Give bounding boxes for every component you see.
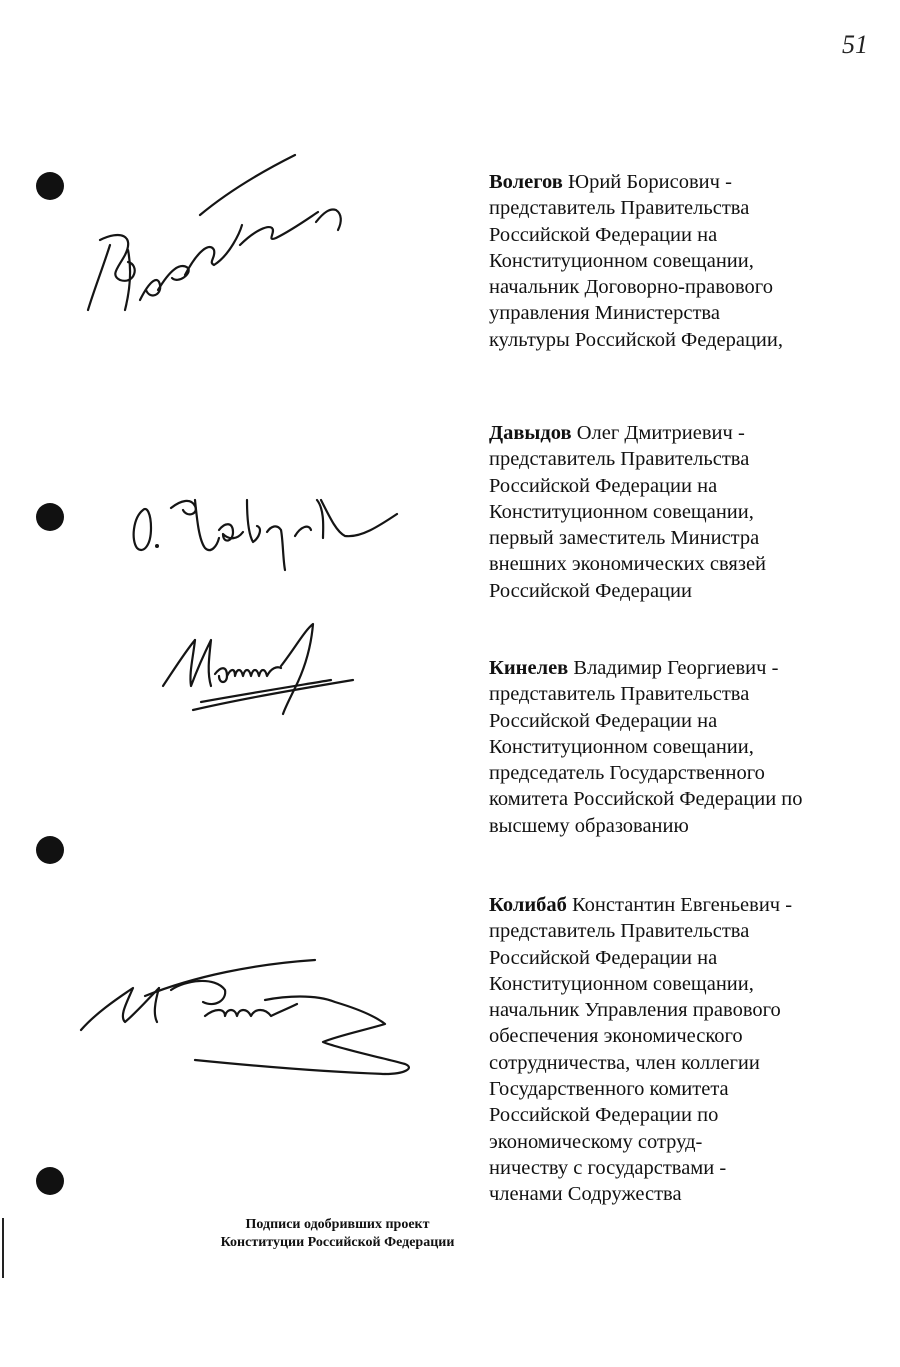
signature-kolibab	[75, 950, 420, 1085]
entry-line: Российской Федерации на	[489, 946, 718, 969]
entry-line: внешних экономических связей	[489, 553, 767, 576]
signature-davydov	[125, 470, 405, 580]
entry-line: членами Содружества	[489, 1183, 682, 1206]
entry-kinelev	[489, 655, 889, 839]
entry-volegov	[489, 169, 889, 353]
entry-line: сотрудничества, член коллегии	[489, 1051, 760, 1074]
page-number: 51	[842, 30, 868, 59]
entry-line: Конституционном совещании,	[489, 249, 754, 272]
entry-line: Российской Федерации на	[489, 474, 718, 497]
entry-line: экономическому сотруд-	[489, 1130, 703, 1153]
signature-kinelev	[155, 618, 360, 718]
full-name: Константин Евгеньевич -	[572, 894, 793, 916]
punch-hole	[36, 1167, 64, 1195]
entry-line: Государственного комитета	[489, 1078, 729, 1101]
entry-line: представитель Правительства	[489, 197, 750, 220]
entry-line: представитель Правительства	[489, 448, 750, 471]
entry-heading	[489, 420, 889, 446]
entry-davydov	[489, 420, 889, 604]
caption-line: Конституции Российской Федерации	[220, 1235, 455, 1250]
entry-line: Российской Федерации	[489, 579, 692, 602]
entry-line: комитета Российской Федерации по	[489, 788, 803, 811]
entry-line: управления Министерства	[489, 302, 720, 325]
entry-line: представитель Правительства	[489, 683, 750, 706]
entry-line: ничеству с государствами -	[489, 1156, 727, 1179]
surname: Колибаб	[489, 894, 567, 916]
entry-heading	[489, 892, 889, 918]
signature-volegov	[80, 150, 370, 330]
entry-line: Российской Федерации на	[489, 709, 718, 732]
caption-line: Подписи одобривших проект	[245, 1217, 430, 1232]
entry-line: Российской Федерации на	[489, 223, 718, 246]
full-name: Олег Дмитриевич -	[576, 422, 745, 444]
entry-line: Конституционном совещании,	[489, 972, 754, 995]
entry-line: обеспечения экономического	[489, 1025, 743, 1048]
surname: Волегов	[489, 171, 563, 193]
punch-hole	[36, 836, 64, 864]
footer-caption	[200, 1216, 475, 1252]
entry-heading	[489, 655, 889, 681]
entry-line: Конституционном совещании,	[489, 500, 754, 523]
punch-hole	[36, 172, 64, 200]
full-name: Владимир Георгиевич -	[573, 657, 779, 679]
entry-heading	[489, 169, 889, 195]
punch-hole	[36, 503, 64, 531]
entry-line: представитель Правительства	[489, 920, 750, 943]
entry-line: высшему образованию	[489, 814, 689, 837]
entry-line: первый заместитель Министра	[489, 527, 760, 550]
surname: Давыдов	[489, 422, 572, 444]
entry-line: председатель Государственного	[489, 762, 765, 785]
entry-kolibab	[489, 892, 889, 1208]
entry-line: начальник Договорно-правового	[489, 276, 773, 299]
entry-line: культуры Российской Федерации,	[489, 328, 783, 351]
entry-line: Конституционном совещании,	[489, 735, 754, 758]
surname: Кинелев	[489, 657, 569, 679]
full-name: Юрий Борисович -	[568, 171, 732, 193]
entry-line: Российской Федерации по	[489, 1104, 719, 1127]
scan-edge-mark	[2, 1218, 4, 1278]
entry-line: начальник Управления правового	[489, 999, 781, 1022]
